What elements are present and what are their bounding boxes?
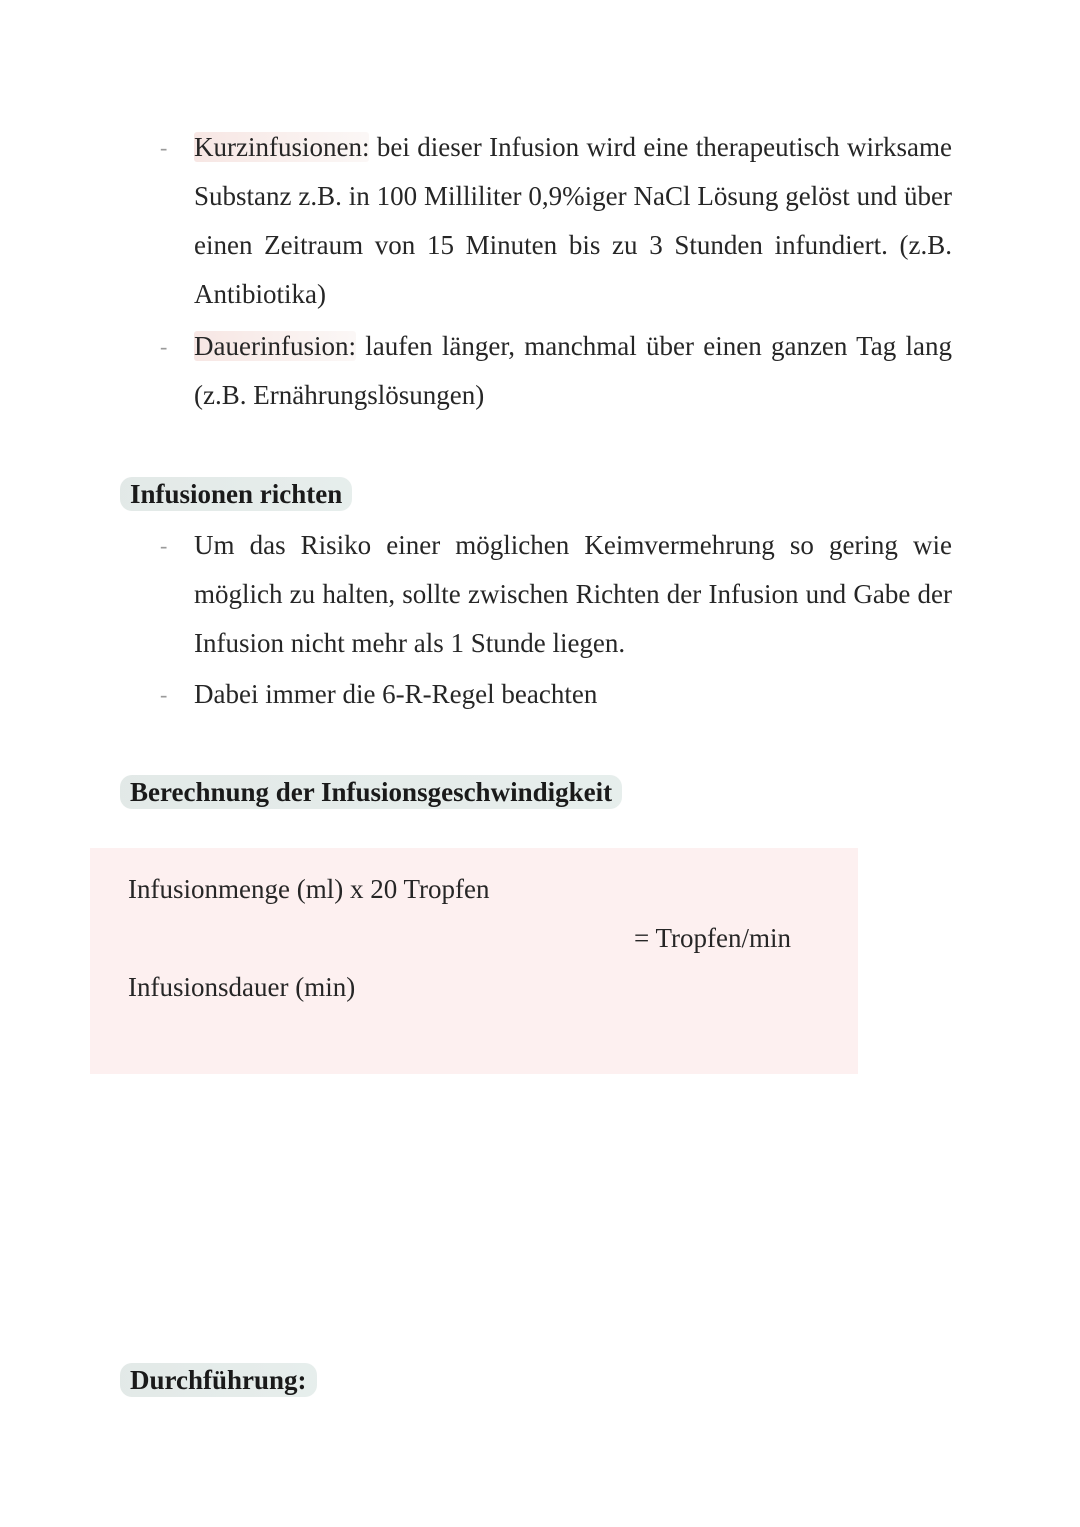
formula-result: = Tropfen/min xyxy=(634,923,792,953)
heading-infusionen-richten: Infusionen richten xyxy=(120,477,352,511)
list-item-keimvermehrung xyxy=(160,521,952,668)
formula-numerator: Infusionmenge (ml) x 20 Tropfen xyxy=(128,874,490,904)
bullet-dash: - xyxy=(160,533,168,558)
list-item-kurzinfusionen xyxy=(160,123,953,319)
heading-berechnung: Berechnung der Infusionsgeschwindigkeit xyxy=(120,775,622,809)
text-kurzinfusionen: bei dieser Infusion wird eine therapeutisch wirksame Substanz z.B. in 100 Milliliter 0,9%iger NaCl Lösung gelöst und über einen Zeitraum von 15 Minuten bis zu 3 Stunden infundiert. (z.B. Antibiotika) xyxy=(194,132,953,309)
term-kurzinfusionen: Kurzinfusionen: xyxy=(194,132,370,162)
list-item-6r-regel xyxy=(160,670,952,719)
text-dauerinfusion: laufen länger, manchmal über einen ganzen Tag lang (z.B. Ernährungslösungen) xyxy=(194,331,952,410)
bullet-dash: - xyxy=(160,682,168,707)
text-keimvermehrung: Um das Risiko einer möglichen Keimvermehrung so gering wie möglich zu halten, sollte zwischen Richten der Infusion und Gabe der Infusion nicht mehr als 1 Stunde liegen. xyxy=(194,530,952,658)
bullet-dash: - xyxy=(160,135,168,160)
text-6r-regel: Dabei immer die 6-R-Regel beachten xyxy=(194,679,598,709)
bullet-dash: - xyxy=(160,334,168,359)
formula-box xyxy=(90,848,858,1074)
list-item-dauerinfusion xyxy=(160,322,952,420)
heading-durchfuehrung: Durchführung: xyxy=(120,1363,317,1397)
formula-denominator: Infusionsdauer (min) xyxy=(128,972,356,1002)
term-dauerinfusion: Dauerinfusion: xyxy=(194,331,356,361)
